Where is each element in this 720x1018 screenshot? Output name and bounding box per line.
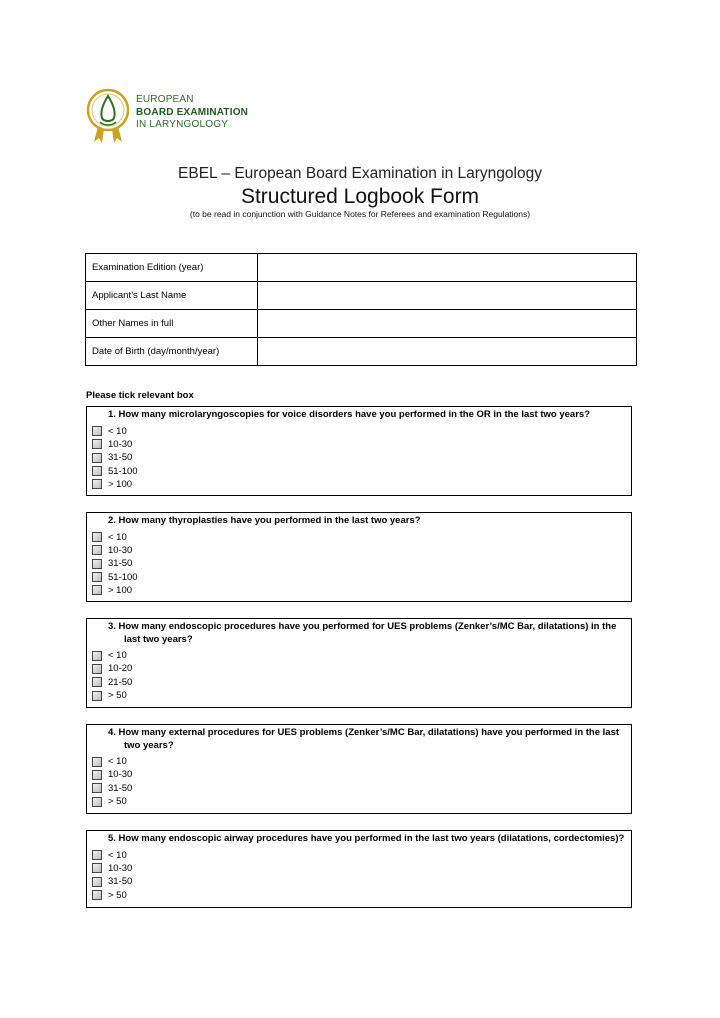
question-text: 5. How many endoscopic airway procedures have you performed in the last two years (dilatations, cordectomies)?: [108, 833, 625, 844]
option-label: < 10: [108, 756, 127, 768]
checkbox-icon[interactable]: [92, 453, 102, 463]
option-row[interactable]: [92, 478, 626, 491]
option-row[interactable]: [92, 662, 626, 675]
checkbox-icon[interactable]: [92, 797, 102, 807]
question-box-2: [86, 512, 632, 602]
option-row[interactable]: [92, 557, 626, 570]
checkbox-icon[interactable]: [92, 466, 102, 476]
checkbox-icon[interactable]: [92, 439, 102, 449]
question-box-3: [86, 618, 632, 708]
checkbox-icon[interactable]: [92, 691, 102, 701]
logo-line-1: EUROPEAN: [136, 94, 194, 105]
checkbox-icon[interactable]: [92, 426, 102, 436]
checkbox-icon[interactable]: [92, 757, 102, 767]
option-row[interactable]: [92, 795, 626, 808]
table-row: [86, 254, 637, 282]
option-label: > 100: [108, 584, 133, 596]
laurel-medal-icon: [86, 84, 134, 148]
option-row[interactable]: [92, 782, 626, 795]
table-row: [86, 310, 637, 338]
question-box-4: [86, 724, 632, 814]
info-label: Applicant’s Last Name: [86, 282, 258, 310]
option-row[interactable]: [92, 438, 626, 451]
info-value-field[interactable]: [258, 338, 637, 366]
option-label: 51-100: [108, 571, 138, 583]
logo-line-2: BOARD EXAMINATION: [136, 106, 249, 118]
option-label: 31-50: [108, 558, 133, 570]
question-box-1: [86, 406, 632, 496]
info-value-field[interactable]: [258, 310, 637, 338]
option-label: 10-30: [108, 544, 133, 556]
option-row[interactable]: [92, 531, 626, 544]
table-row: [86, 338, 637, 366]
checkbox-icon[interactable]: [92, 677, 102, 687]
page-subtitle: (to be read in conjunction with Guidance Notes for Referees and examination Regulations): [189, 209, 531, 219]
option-label: > 50: [108, 889, 127, 901]
logo-line-3: IN LARYNGOLOGY: [136, 119, 229, 130]
tick-instruction: Please tick relevant box: [86, 390, 194, 401]
option-label: 21-50: [108, 676, 133, 688]
option-label: 31-50: [108, 876, 133, 888]
option-row[interactable]: [92, 451, 626, 464]
question-text: 3. How many endoscopic procedures have you performed for UES problems (Zenker’s/MC Bar, dilatations) in the last two years?: [108, 621, 617, 645]
checkbox-icon[interactable]: [92, 850, 102, 860]
option-row[interactable]: [92, 755, 626, 768]
header-line: EBEL – European Board Examination in Laryngology: [178, 165, 542, 182]
info-label: Date of Birth (day/month/year): [86, 338, 258, 366]
info-label: Other Names in full: [86, 310, 258, 338]
info-value-field[interactable]: [258, 254, 637, 282]
option-row[interactable]: [92, 689, 626, 702]
option-row[interactable]: [92, 584, 626, 597]
option-label: 10-30: [108, 769, 133, 781]
option-label: < 10: [108, 425, 127, 437]
option-row[interactable]: [92, 544, 626, 557]
option-label: < 10: [108, 849, 127, 861]
checkbox-icon[interactable]: [92, 585, 102, 595]
option-label: > 50: [108, 690, 127, 702]
table-row: [86, 282, 637, 310]
ebel-logo: [86, 84, 266, 150]
option-row[interactable]: [92, 676, 626, 689]
checkbox-icon[interactable]: [92, 651, 102, 661]
info-label: Examination Edition (year): [86, 254, 258, 282]
option-label: 51-100: [108, 465, 138, 477]
question-text: 4. How many external procedures for UES problems (Zenker’s/MC Bar, dilatations) have you performed in the last two years?: [108, 727, 620, 751]
checkbox-icon[interactable]: [92, 559, 102, 569]
option-label: < 10: [108, 531, 127, 543]
option-row[interactable]: [92, 425, 626, 438]
option-label: 10-30: [108, 862, 133, 874]
checkbox-icon[interactable]: [92, 783, 102, 793]
question-text: 1. How many microlaryngoscopies for voice disorders have you performed in the OR in the last two years?: [108, 409, 590, 420]
applicant-info-table: [85, 253, 637, 366]
checkbox-icon[interactable]: [92, 877, 102, 887]
checkbox-icon[interactable]: [92, 572, 102, 582]
option-row[interactable]: [92, 649, 626, 662]
option-label: < 10: [108, 650, 127, 662]
checkbox-icon[interactable]: [92, 545, 102, 555]
page-title: Structured Logbook Form: [240, 185, 480, 208]
option-label: 10-30: [108, 438, 133, 450]
option-row[interactable]: [92, 464, 626, 477]
option-row[interactable]: [92, 888, 626, 901]
checkbox-icon[interactable]: [92, 532, 102, 542]
checkbox-icon[interactable]: [92, 664, 102, 674]
info-value-field[interactable]: [258, 282, 637, 310]
option-label: > 50: [108, 796, 127, 808]
option-label: 10-20: [108, 663, 133, 675]
option-row[interactable]: [92, 570, 626, 583]
option-label: 31-50: [108, 782, 133, 794]
checkbox-icon[interactable]: [92, 770, 102, 780]
option-label: > 100: [108, 478, 133, 490]
question-box-5: [86, 830, 632, 908]
checkbox-icon[interactable]: [92, 863, 102, 873]
question-text: 2. How many thyroplasties have you performed in the last two years?: [108, 515, 421, 526]
checkbox-icon[interactable]: [92, 890, 102, 900]
option-label: 31-50: [108, 452, 133, 464]
option-row[interactable]: [92, 768, 626, 781]
option-row[interactable]: [92, 862, 626, 875]
checkbox-icon[interactable]: [92, 479, 102, 489]
option-row[interactable]: [92, 875, 626, 888]
option-row[interactable]: [92, 849, 626, 862]
